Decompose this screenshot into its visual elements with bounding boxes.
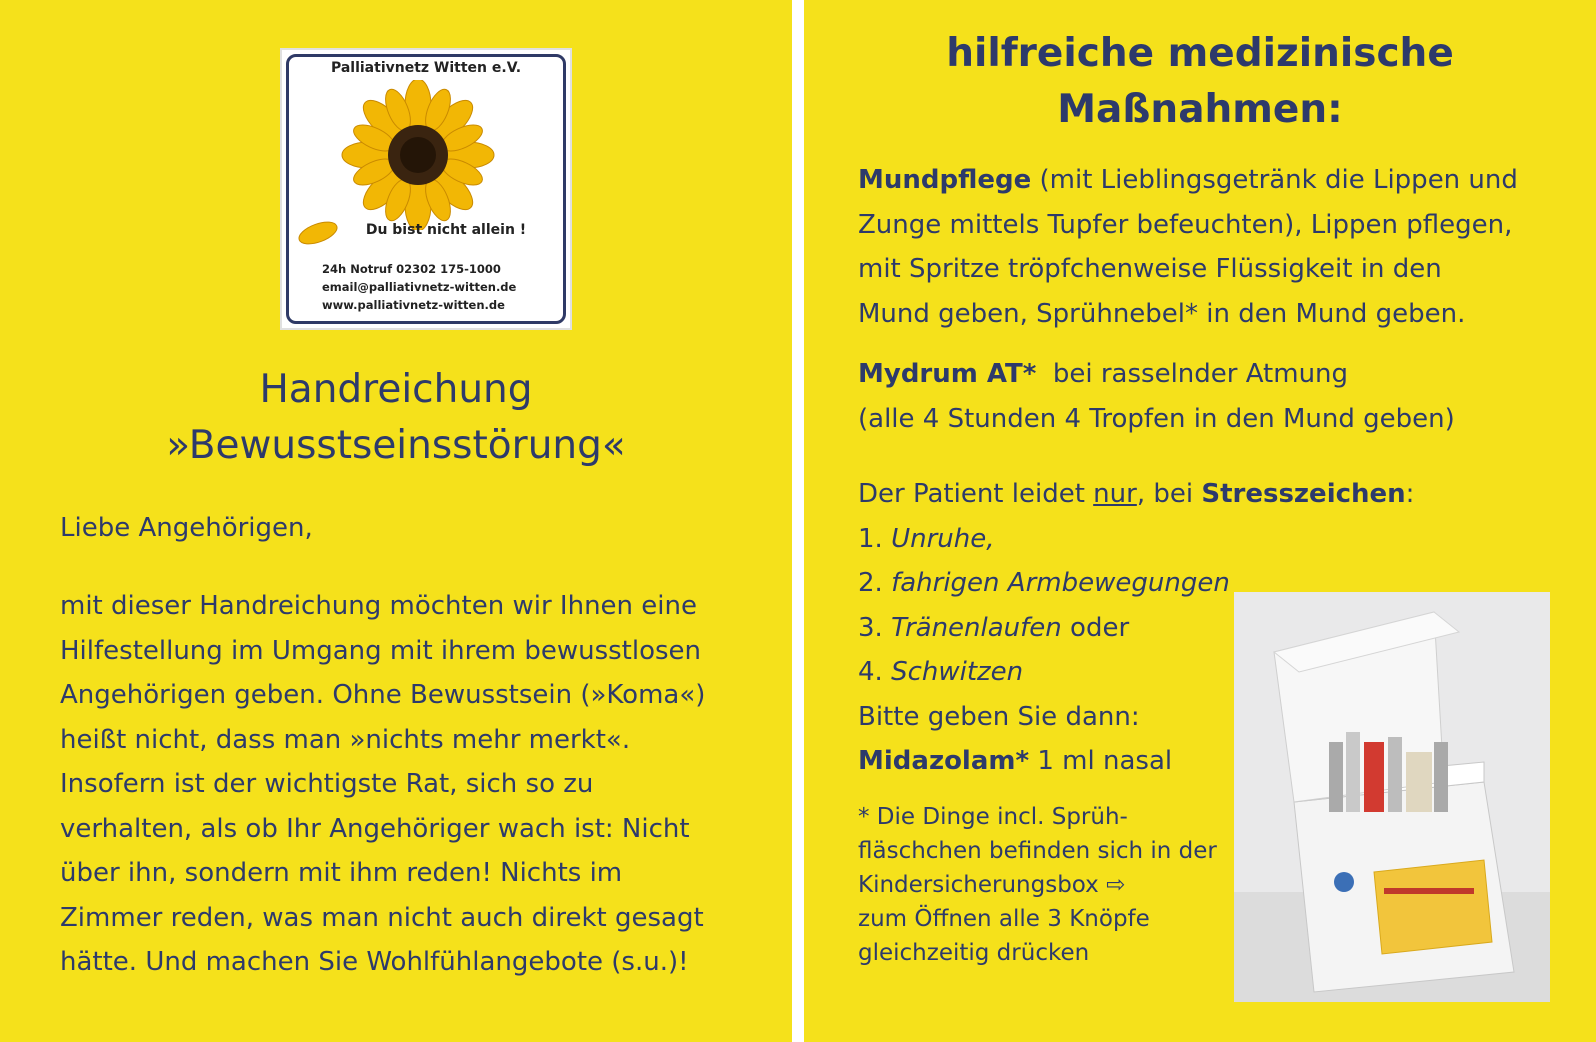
stress-signs-heading: Stresszeichen xyxy=(1201,479,1406,509)
midazolam-dose: 1 ml nasal xyxy=(1029,746,1173,776)
paragraph-line: über ihn, sondern mit ihm reden! Nichts im xyxy=(60,858,623,888)
patient-underline: nur xyxy=(1093,479,1137,509)
paragraph-line: verhalten, als ob Ihr Angehöriger wach ist: Nicht xyxy=(60,813,690,844)
mouth-care-text: Zunge mittels Tupfer befeuchten), Lippen pflegen, xyxy=(858,209,1513,240)
right-title-line1: hilfreiche medizinische xyxy=(946,31,1454,76)
paragraph-line: Zimmer reden, was man nicht auch direkt gesagt xyxy=(60,902,704,933)
footnote-line: * Die Dinge incl. Sprüh- xyxy=(858,804,1128,830)
paragraph-line: hätte. Und machen Sie Wohlfühlangebote (s.u.)! xyxy=(60,947,689,977)
child-safety-box-photo xyxy=(1234,592,1550,1002)
list-item xyxy=(858,517,1578,562)
right-title-line2: Maßnahmen: xyxy=(1057,87,1343,132)
footnote-line: Kindersicherungsbox ⇨ xyxy=(858,872,1126,898)
mydrum-text: bei rasselnder Atmung xyxy=(1036,359,1349,389)
paragraph-line: Insofern ist der wichtigste Rat, sich so zu xyxy=(60,769,594,799)
list-text: Schwitzen xyxy=(891,657,1024,687)
sunflower-icon xyxy=(338,80,498,230)
footnote-line: zum Öffnen alle 3 Knöpfe xyxy=(858,906,1150,932)
left-title-line1: Handreichung xyxy=(259,367,533,412)
logo-email: email@palliativnetz-witten.de xyxy=(322,280,517,294)
list-number: 1. xyxy=(858,523,892,554)
paragraph-line: heißt nicht, dass man »nichts mehr merkt«. xyxy=(60,724,631,755)
mouth-care-text: (mit Lieblingsgetränk die Lippen und xyxy=(1031,165,1518,195)
medication-box-icon xyxy=(1234,592,1550,1002)
patient-text: , bei xyxy=(1136,479,1202,509)
mydrum-text: (alle 4 Stunden 4 Tropfen in den Mund geben) xyxy=(858,403,1455,434)
paragraph-line: mit dieser Handreichung möchten wir Ihnen eine xyxy=(60,591,697,621)
midazolam-heading: Midazolam* xyxy=(858,746,1030,776)
mydrum-section xyxy=(858,352,1578,441)
right-panel xyxy=(804,0,1596,1042)
list-suffix: oder xyxy=(1061,612,1130,643)
greeting: Liebe Angehörigen, xyxy=(60,513,313,543)
please-give-line: Bitte geben Sie dann: xyxy=(858,701,1140,732)
list-number: 2. xyxy=(858,568,892,598)
list-number: 4. xyxy=(858,657,892,687)
mydrum-heading: Mydrum AT* xyxy=(858,359,1037,389)
logo-slogan: Du bist nicht allein ! xyxy=(365,222,527,238)
logo-hotline: 24h Notruf 02302 175-1000 xyxy=(322,262,501,276)
footnote-line: fläschchen befinden sich in der xyxy=(858,838,1217,864)
footnote-line: gleichzeitig drücken xyxy=(858,940,1090,966)
mouth-care-text: Mund geben, Sprühnebel* in den Mund geben. xyxy=(858,298,1466,329)
palliativnetz-logo xyxy=(280,48,572,330)
list-text: fahrigen Armbewegungen xyxy=(891,568,1230,598)
list-text: Tränenlaufen xyxy=(891,612,1062,643)
patient-text: : xyxy=(1405,479,1415,509)
logo-org-name: Palliativnetz Witten e.V. xyxy=(330,60,522,76)
patient-line xyxy=(858,472,1578,517)
patient-text: Der Patient leidet xyxy=(858,479,1094,509)
list-text: Unruhe, xyxy=(891,523,995,554)
logo-website: www.palliativnetz-witten.de xyxy=(322,298,505,312)
left-panel xyxy=(0,0,792,1042)
mouth-care-heading: Mundpflege xyxy=(858,165,1032,195)
mouth-care-text: mit Spritze tröpfchenweise Flüssigkeit in den xyxy=(858,254,1442,284)
intro-paragraph xyxy=(60,584,780,985)
paragraph-line: Angehörigen geben. Ohne Bewusstsein (»Koma«) xyxy=(60,680,706,710)
left-title-line2: »Bewusstseinsstörung« xyxy=(166,423,626,468)
mouth-care-section xyxy=(858,158,1578,336)
paragraph-line: Hilfestellung im Umgang mit ihrem bewusstlosen xyxy=(60,635,702,666)
list-number: 3. xyxy=(858,612,892,643)
